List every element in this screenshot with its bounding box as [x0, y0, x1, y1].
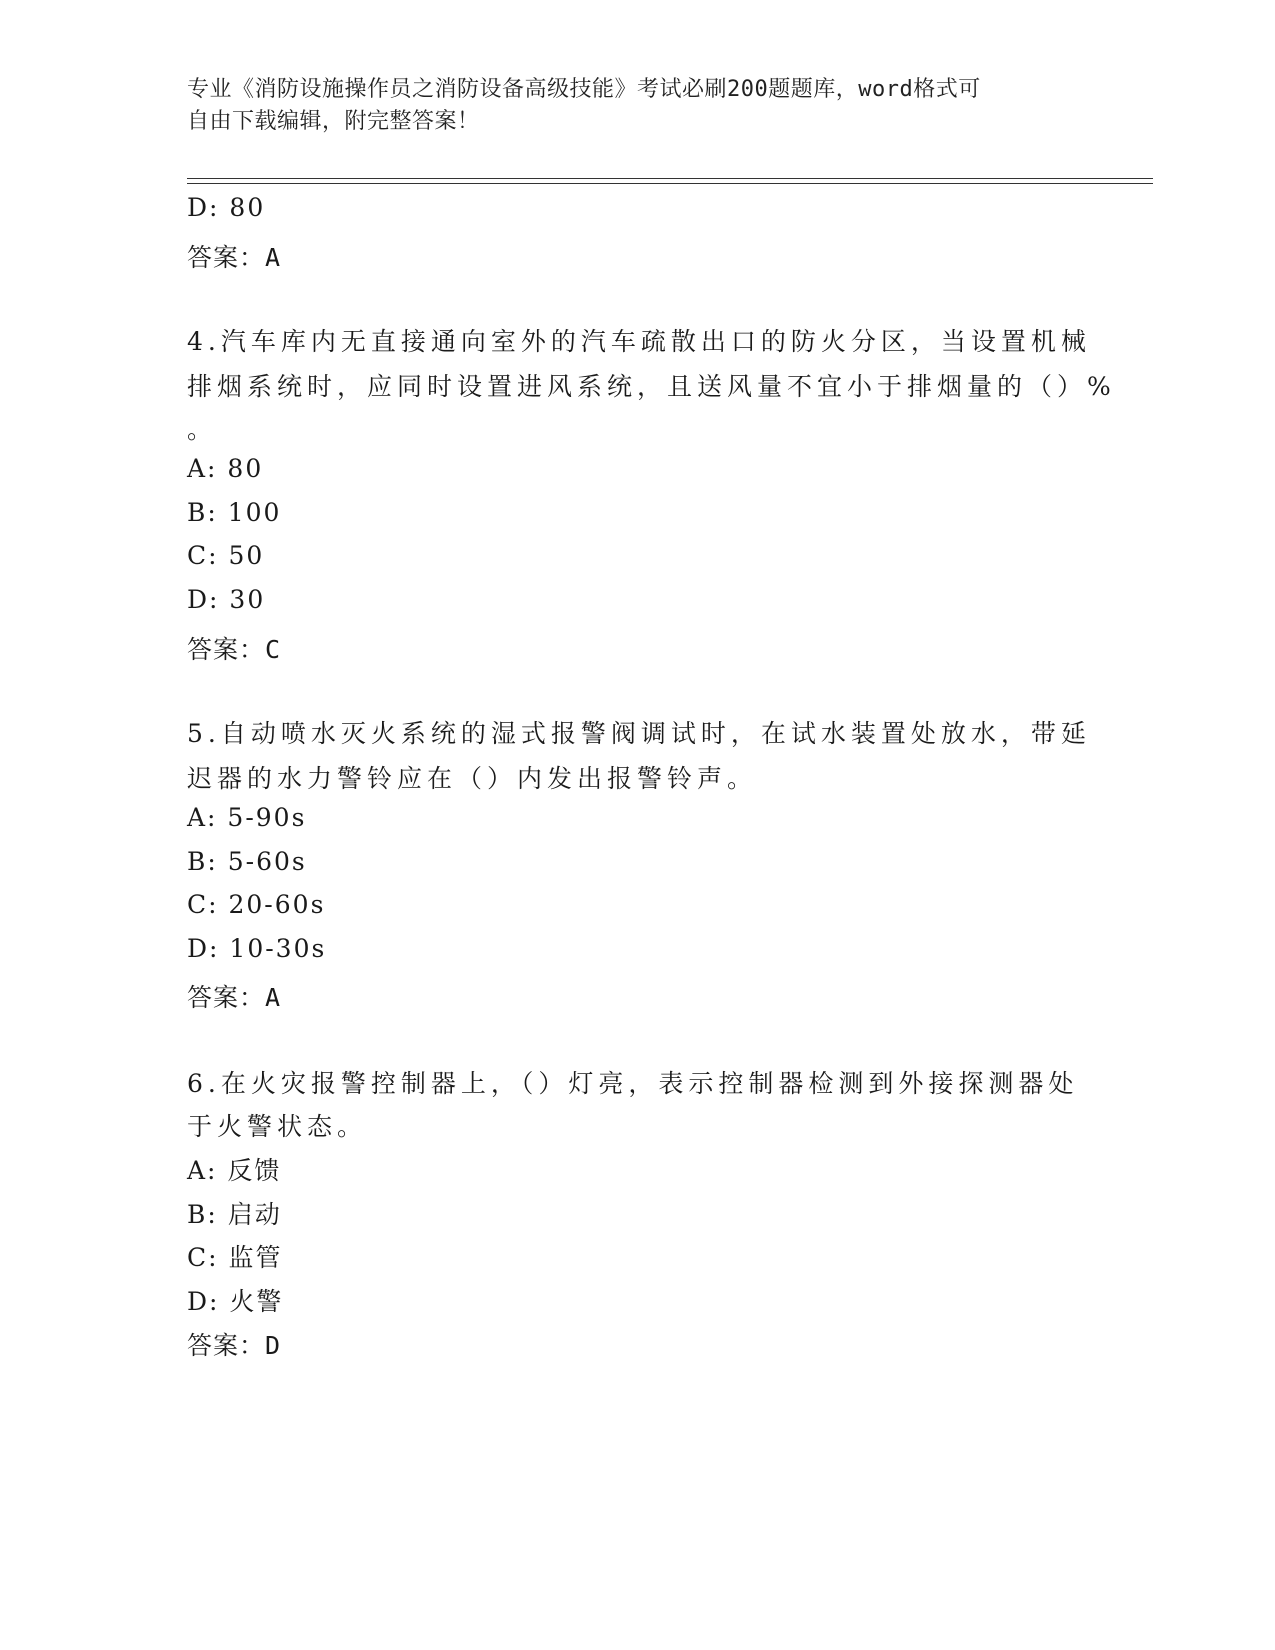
q4-option-d: D: 30	[187, 585, 266, 614]
q6-option-a: A: 反馈	[187, 1156, 282, 1185]
q5-option-c: C: 20-60s	[187, 890, 326, 919]
q6-option-d: D: 火警	[187, 1287, 284, 1316]
prev-answer: 答案：A	[187, 243, 282, 272]
prev-option-d: D: 80	[187, 193, 266, 222]
q5-text-line-2: 迟器的水力警铃应在（）内发出报警铃声。	[187, 764, 758, 793]
header-divider-top	[187, 178, 1153, 179]
q6-text-line-1: 6.在火灾报警控制器上，（）灯亮，表示控制器检测到外接探测器处	[187, 1069, 1079, 1098]
page-header	[187, 74, 1067, 138]
q5-text-line-1: 5.自动喷水灭火系统的湿式报警阀调试时，在试水装置处放水，带延	[187, 719, 1091, 748]
header-divider-bottom	[187, 183, 1153, 184]
q5-answer: 答案：A	[187, 983, 282, 1012]
q4-option-a: A: 80	[187, 454, 264, 483]
q6-answer: 答案：D	[187, 1331, 282, 1360]
q4-text-line-2: 排烟系统时，应同时设置进风系统，且送风量不宜小于排烟量的（）%	[187, 372, 1116, 401]
header-title-line-2: 自由下载编辑，附完整答案！	[187, 109, 480, 134]
q5-option-d: D: 10-30s	[187, 934, 327, 963]
q4-text-line-1: 4.汽车库内无直接通向室外的汽车疏散出口的防火分区，当设置机械	[187, 327, 1091, 356]
q6-option-b: B: 启动	[187, 1200, 282, 1229]
q4-option-c: C: 50	[187, 541, 265, 570]
q5-option-a: A: 5-90s	[187, 803, 307, 832]
header-title-line-1: 专业《消防设施操作员之消防设备高级技能》考试必刷200题题库，word格式可	[187, 77, 981, 102]
q6-text-line-2: 于火警状态。	[187, 1112, 368, 1141]
q6-option-c: C: 监管	[187, 1243, 283, 1272]
q4-option-b: B: 100	[187, 498, 282, 527]
q4-answer: 答案：C	[187, 635, 282, 664]
q5-option-b: B: 5-60s	[187, 847, 307, 876]
q4-text-line-3: 。	[187, 415, 218, 444]
